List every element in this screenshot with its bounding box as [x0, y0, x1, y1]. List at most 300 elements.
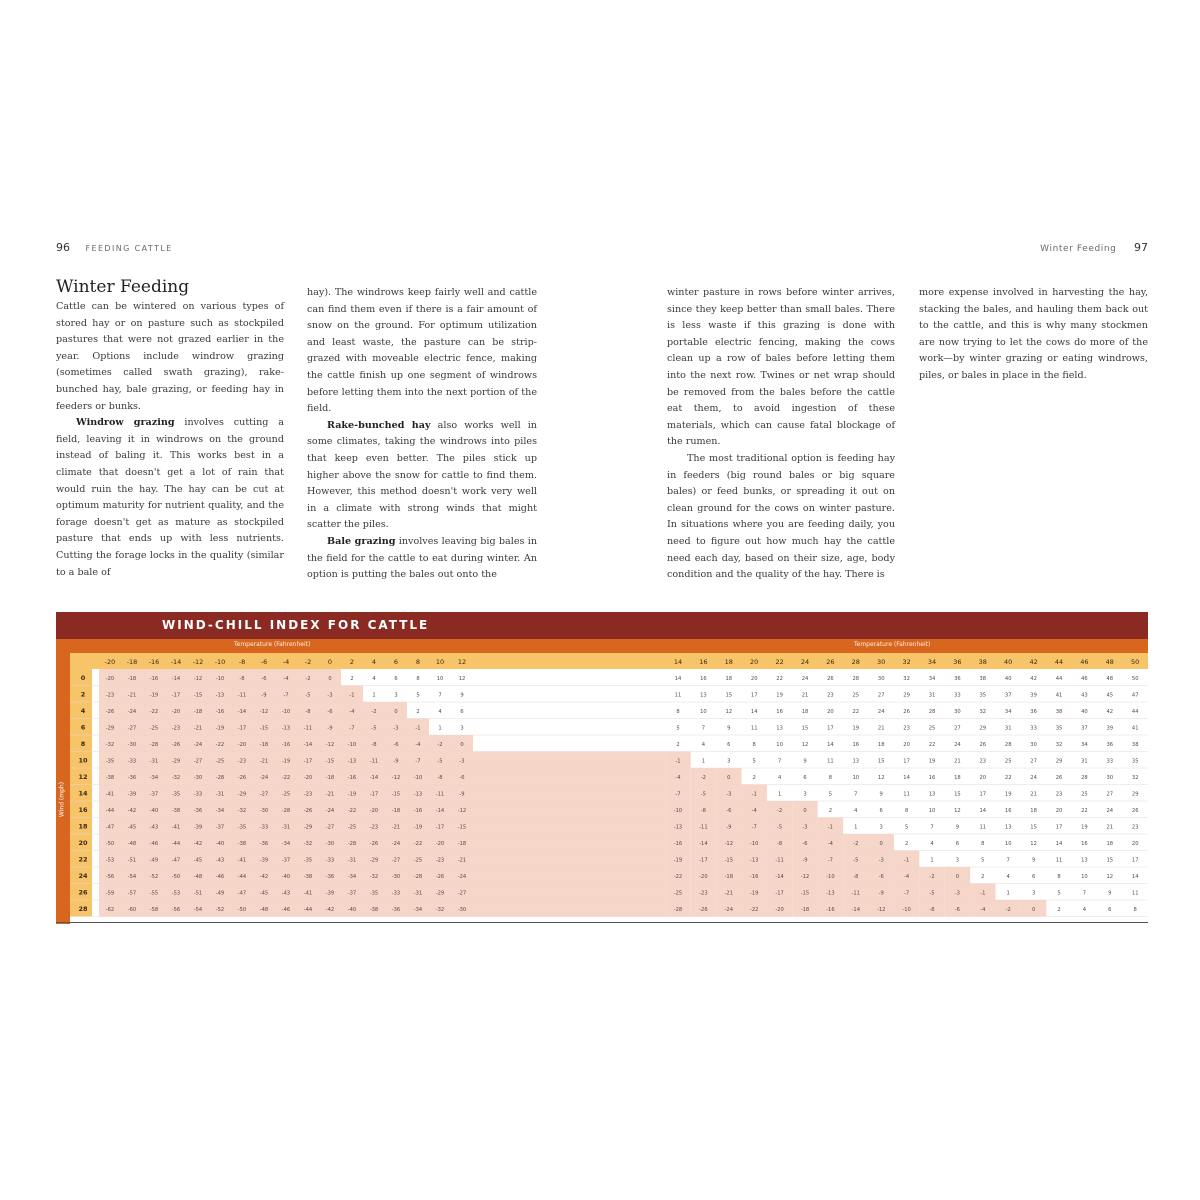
index-value: 37 [1081, 725, 1088, 732]
index-value: -2 [1005, 907, 1011, 913]
index-value: -23 [435, 857, 445, 864]
index-value: -10 [215, 676, 225, 682]
index-value: -19 [673, 857, 683, 864]
index-value: -40 [281, 874, 291, 880]
index-value: -15 [457, 824, 467, 831]
index-value: 16 [700, 676, 707, 682]
index-value: -22 [347, 808, 357, 814]
index-value: 24 [1106, 808, 1114, 814]
index-value: -40 [347, 907, 357, 913]
index-value: 17 [1055, 824, 1063, 831]
index-value: -18 [259, 742, 269, 748]
index-value: 0 [394, 709, 398, 715]
index-value: 27 [1106, 791, 1114, 798]
index-value: -29 [303, 824, 313, 831]
index-value: 0 [879, 841, 883, 847]
index-value: 10 [1004, 841, 1012, 847]
index-value: 7 [777, 758, 782, 765]
index-value: -57 [127, 890, 137, 897]
index-value: -35 [369, 890, 379, 897]
index-value: 39 [1030, 692, 1037, 699]
index-value: -7 [415, 758, 421, 765]
index-value: -5 [305, 692, 311, 699]
wind-speed-tick: 16 [78, 806, 88, 814]
index-value: 15 [1106, 857, 1114, 864]
index-value: 33 [954, 692, 961, 699]
index-value: 6 [879, 808, 883, 814]
index-value: -16 [215, 709, 225, 715]
index-value: 4 [777, 775, 782, 781]
index-value: 6 [1108, 907, 1112, 913]
index-value: -38 [105, 775, 115, 781]
index-value: -34 [281, 841, 291, 847]
index-value: -21 [193, 725, 203, 732]
index-value: -17 [237, 725, 247, 732]
index-value: -12 [193, 676, 203, 682]
index-value: 14 [674, 676, 682, 682]
index-value: 25 [928, 725, 936, 732]
temperature-tick: -10 [214, 658, 226, 666]
index-value: -48 [127, 841, 137, 847]
index-value: -54 [127, 874, 137, 880]
index-value: -56 [171, 907, 181, 913]
index-value: -7 [283, 692, 289, 699]
index-value: -5 [437, 758, 443, 765]
index-value: 20 [750, 676, 758, 682]
index-value: 3 [727, 758, 731, 765]
index-value: 2 [752, 775, 756, 781]
index-value: 16 [776, 709, 783, 715]
index-value: 11 [750, 725, 758, 732]
index-value: 11 [979, 824, 987, 831]
index-value: 28 [1004, 742, 1012, 748]
index-value: -6 [726, 808, 732, 814]
index-value: -21 [457, 857, 467, 864]
index-value: 18 [1106, 841, 1114, 847]
index-value: -16 [149, 676, 159, 682]
index-value: -14 [435, 808, 445, 814]
index-value: -32 [369, 874, 379, 880]
index-value: -26 [369, 841, 379, 847]
index-value: 36 [1030, 709, 1037, 715]
index-value: 15 [725, 692, 733, 699]
index-value: -44 [171, 841, 181, 847]
index-value: 13 [928, 791, 936, 798]
index-value: -25 [673, 890, 683, 897]
index-value: 9 [1031, 857, 1036, 864]
index-value: 12 [877, 775, 885, 781]
index-value: 41 [1055, 692, 1063, 699]
index-value: 35 [979, 692, 987, 699]
index-value: 34 [1081, 742, 1088, 748]
index-value: -36 [391, 907, 401, 913]
index-value: 3 [955, 857, 960, 864]
index-value: 29 [1131, 791, 1139, 798]
temperature-tick: 26 [826, 658, 835, 666]
index-value: -17 [303, 758, 313, 765]
index-value: 4 [701, 742, 706, 748]
index-value: -13 [413, 791, 423, 798]
index-value: -4 [751, 808, 757, 814]
index-value: -17 [435, 824, 445, 831]
wind-speed-tick: 28 [78, 905, 88, 913]
temperature-tick: 32 [902, 658, 911, 666]
index-value: -31 [413, 890, 423, 897]
index-value: -13 [347, 758, 357, 765]
temperature-label-right: Temperature (Fahrenheit) [854, 641, 931, 648]
index-value: -31 [215, 791, 225, 798]
index-value: -30 [391, 874, 401, 880]
index-value: -35 [171, 791, 181, 798]
index-value: -8 [700, 808, 706, 814]
index-value: 22 [852, 709, 860, 715]
index-value: 21 [954, 758, 961, 765]
index-value: -58 [149, 907, 159, 913]
index-value: 19 [928, 758, 936, 765]
index-value: -32 [303, 841, 313, 847]
index-value: -3 [802, 824, 808, 831]
index-value: -8 [777, 841, 783, 847]
index-value: -7 [751, 824, 757, 831]
index-value: 13 [776, 725, 783, 732]
index-value: 18 [725, 676, 733, 682]
index-value: -17 [171, 692, 181, 699]
index-value: -39 [127, 791, 137, 798]
index-value: -42 [127, 808, 137, 814]
index-value: -38 [171, 808, 181, 814]
index-value: -33 [259, 824, 269, 831]
index-value: -36 [325, 874, 335, 880]
index-value: 17 [979, 791, 987, 798]
shaded-gap [473, 884, 665, 901]
index-value: -4 [904, 874, 910, 880]
index-value: 24 [1030, 775, 1037, 781]
index-value: 25 [1081, 791, 1088, 798]
index-value: -19 [347, 791, 357, 798]
index-value: 23 [979, 758, 987, 765]
index-value: 8 [416, 676, 420, 682]
wind-speed-label: Wind (mph) [58, 781, 66, 818]
shaded-gap [473, 768, 665, 785]
index-value: 31 [928, 692, 936, 699]
temperature-tick: 36 [953, 658, 962, 666]
index-value: -4 [415, 742, 421, 748]
index-value: -11 [435, 791, 445, 798]
index-value: -6 [393, 742, 399, 748]
index-value: -43 [149, 824, 159, 831]
index-value: -22 [281, 775, 291, 781]
index-value: 20 [1055, 808, 1063, 814]
index-value: 26 [827, 676, 834, 682]
index-value: 32 [903, 676, 910, 682]
index-value: 16 [1004, 808, 1012, 814]
index-value: -7 [904, 890, 910, 897]
index-value: 19 [776, 692, 783, 699]
temperature-tick: 30 [877, 658, 886, 666]
index-value: -10 [826, 874, 835, 880]
temperature-tick: 8 [415, 658, 421, 666]
index-value: -29 [369, 857, 379, 864]
index-value: 15 [877, 758, 885, 765]
index-value: -9 [459, 791, 465, 798]
index-value: 10 [1081, 874, 1088, 880]
index-value: 31 [1081, 758, 1088, 765]
index-value: 36 [1106, 742, 1114, 748]
index-value: -45 [127, 824, 137, 831]
index-value: 10 [928, 808, 936, 814]
index-value: -8 [929, 907, 935, 913]
index-value: 3 [394, 692, 398, 699]
index-value: 19 [1004, 791, 1012, 798]
index-value: 8 [828, 775, 833, 781]
shaded-gap [473, 785, 665, 802]
index-value: 11 [827, 758, 834, 765]
temperature-tick: 46 [1080, 658, 1089, 666]
index-value: -20 [699, 874, 708, 880]
index-value: 42 [1030, 676, 1037, 682]
index-value: -43 [281, 890, 291, 897]
index-value: -4 [980, 907, 986, 913]
index-value: 29 [903, 692, 910, 699]
temperature-tick: 38 [978, 658, 987, 666]
index-value: -16 [673, 841, 683, 847]
index-value: 28 [928, 709, 936, 715]
temperature-tick: 16 [699, 658, 708, 666]
temperature-tick: -6 [260, 658, 268, 666]
index-value: 7 [1082, 890, 1087, 897]
index-value: -19 [215, 725, 225, 732]
index-value: -5 [929, 890, 935, 897]
index-value: -44 [237, 874, 247, 880]
shaded-gap [473, 851, 665, 868]
index-value: 9 [879, 791, 883, 798]
index-value: 21 [1030, 791, 1037, 798]
index-value: 32 [979, 709, 987, 715]
index-value: 4 [1006, 874, 1010, 880]
index-value: 7 [438, 692, 442, 699]
index-value: 21 [801, 692, 809, 699]
index-value: -47 [105, 824, 115, 831]
index-value: -11 [369, 758, 379, 765]
index-value: 30 [954, 709, 961, 715]
index-value: -32 [171, 775, 181, 781]
index-value: 34 [928, 676, 936, 682]
index-value: -36 [259, 841, 269, 847]
index-value: 14 [1131, 874, 1139, 880]
index-value: 1 [372, 692, 376, 699]
temperature-tick: -8 [238, 658, 246, 666]
index-value: -2 [371, 709, 377, 715]
index-value: -34 [413, 907, 423, 913]
index-value: -53 [171, 890, 181, 897]
index-value: -30 [127, 742, 137, 748]
index-value: -10 [673, 808, 683, 814]
index-value: -33 [391, 890, 401, 897]
shaded-gap [473, 834, 665, 851]
index-value: 1 [777, 791, 782, 798]
wind-speed-tick: 22 [78, 855, 88, 864]
index-value: 7 [854, 791, 858, 798]
index-value: 12 [458, 676, 466, 682]
index-value: 18 [954, 775, 961, 781]
index-value: 2 [1057, 907, 1061, 913]
index-value: -27 [391, 857, 401, 864]
text-column-3 [667, 285, 895, 584]
index-value: -4 [349, 709, 355, 715]
index-value: 30 [1106, 775, 1114, 781]
index-value: 8 [752, 742, 756, 748]
index-value: 22 [1081, 808, 1088, 814]
index-value: 32 [1055, 742, 1063, 748]
index-value: 18 [877, 742, 885, 748]
paragraph: hay). The windrows keep fairly well and cattle can find them even if there is a fair amount of snow on the ground. For optimum utilization and least waste, the pasture can be strip-grazed with moveable electric fence, making the cattle finish up one segment of windrows before letting them into the next portion of the field. [307, 287, 537, 415]
index-value: -2 [437, 742, 443, 748]
index-value: 3 [460, 725, 464, 732]
index-value: -16 [413, 808, 423, 814]
index-value: 1 [701, 758, 706, 765]
index-value: -31 [347, 857, 357, 864]
right-page-number: 97 [1134, 241, 1148, 254]
right-running-head: Winter Feeding [1040, 244, 1117, 254]
index-value: -40 [149, 808, 159, 814]
index-value: -6 [802, 841, 808, 847]
wind-chill-grid [56, 612, 1148, 924]
index-value: -13 [826, 890, 835, 897]
index-value: -37 [347, 890, 357, 897]
index-value: -17 [699, 857, 708, 864]
index-value: 0 [1031, 907, 1036, 913]
index-value: 46 [1081, 676, 1088, 682]
index-value: 25 [1004, 758, 1012, 765]
index-value: -32 [237, 808, 247, 814]
index-value: 24 [801, 676, 809, 682]
index-value: -23 [171, 725, 181, 732]
index-value: -35 [303, 857, 313, 864]
index-value: 0 [955, 874, 960, 880]
index-value: 4 [372, 676, 376, 682]
index-value: 41 [1131, 725, 1139, 732]
index-value: 8 [676, 709, 680, 715]
index-value: -45 [193, 857, 203, 864]
temperature-tick: 42 [1029, 658, 1038, 666]
section-heading: Winter Feeding [56, 277, 190, 297]
index-value: -14 [171, 676, 181, 682]
index-value: -47 [171, 857, 181, 864]
index-value: -24 [391, 841, 401, 847]
index-value: -51 [127, 857, 137, 864]
index-value: -28 [215, 775, 225, 781]
index-value: 1 [930, 857, 934, 864]
index-value: -6 [327, 709, 333, 715]
index-value: -12 [259, 709, 269, 715]
index-value: -4 [827, 841, 833, 847]
index-value: -16 [826, 907, 835, 913]
index-value: -31 [281, 824, 291, 831]
index-value: -7 [675, 791, 681, 798]
index-value: 16 [852, 742, 860, 748]
index-value: 9 [1108, 890, 1112, 897]
index-value: 5 [828, 791, 833, 798]
index-value: -26 [171, 742, 181, 748]
index-value: -1 [349, 692, 355, 699]
index-value: -19 [413, 824, 423, 831]
right-folio [1040, 241, 1148, 254]
index-value: 10 [700, 709, 707, 715]
index-value: 5 [1057, 890, 1061, 897]
index-value: -22 [413, 841, 423, 847]
index-value: 13 [700, 692, 707, 699]
index-value: -1 [751, 791, 757, 798]
index-value: 22 [928, 742, 936, 748]
index-value: 13 [1004, 824, 1012, 831]
index-value: 16 [1081, 841, 1088, 847]
index-value: -9 [878, 890, 884, 897]
index-value: -49 [149, 857, 159, 864]
index-value: -12 [876, 907, 886, 913]
temperature-tick: 18 [724, 658, 733, 666]
index-value: -54 [193, 907, 203, 913]
index-value: -46 [215, 874, 225, 880]
index-value: -9 [393, 758, 399, 765]
index-value: -17 [775, 890, 784, 897]
index-value: 29 [1055, 758, 1063, 765]
wind-speed-tick: 20 [78, 839, 88, 847]
index-value: -21 [724, 890, 734, 897]
index-value: -20 [105, 676, 115, 682]
index-value: -8 [239, 676, 245, 682]
index-value: -19 [281, 758, 291, 765]
index-value: -25 [149, 725, 159, 732]
index-value: 26 [903, 709, 910, 715]
index-value: -20 [171, 709, 181, 715]
index-value: 20 [979, 775, 987, 781]
temperature-tick: -18 [126, 658, 138, 666]
temperature-tick: -20 [104, 658, 116, 666]
index-value: -19 [149, 692, 159, 699]
wind-speed-tick: 4 [80, 707, 86, 715]
index-value: -47 [237, 890, 247, 897]
index-value: 9 [955, 824, 960, 831]
index-value: 12 [801, 742, 809, 748]
index-value: -3 [459, 758, 465, 765]
wind-chill-chart [56, 612, 1148, 924]
index-value: -15 [724, 857, 734, 864]
index-value: 3 [1031, 890, 1036, 897]
temperature-tick: 48 [1105, 658, 1114, 666]
temperature-tick: 4 [371, 658, 377, 666]
shaded-gap [473, 801, 665, 818]
index-value: -42 [325, 907, 335, 913]
index-value: 6 [955, 841, 960, 847]
index-value: 34 [1004, 709, 1012, 715]
index-value: -4 [283, 676, 289, 682]
index-value: -25 [347, 824, 357, 831]
index-value: 26 [1055, 775, 1063, 781]
temperature-tick: 34 [927, 658, 937, 666]
index-value: 33 [1106, 758, 1114, 765]
index-value: 12 [954, 808, 961, 814]
index-value: -15 [259, 725, 269, 732]
index-value: -11 [237, 692, 247, 699]
shaded-gap [473, 867, 665, 884]
index-value: -13 [215, 692, 225, 699]
index-value: 12 [1106, 874, 1114, 880]
index-value: -28 [347, 841, 357, 847]
index-value: 21 [877, 725, 885, 732]
index-value: -25 [413, 857, 423, 864]
temperature-tick: 28 [851, 658, 860, 666]
index-value: -29 [171, 758, 181, 765]
